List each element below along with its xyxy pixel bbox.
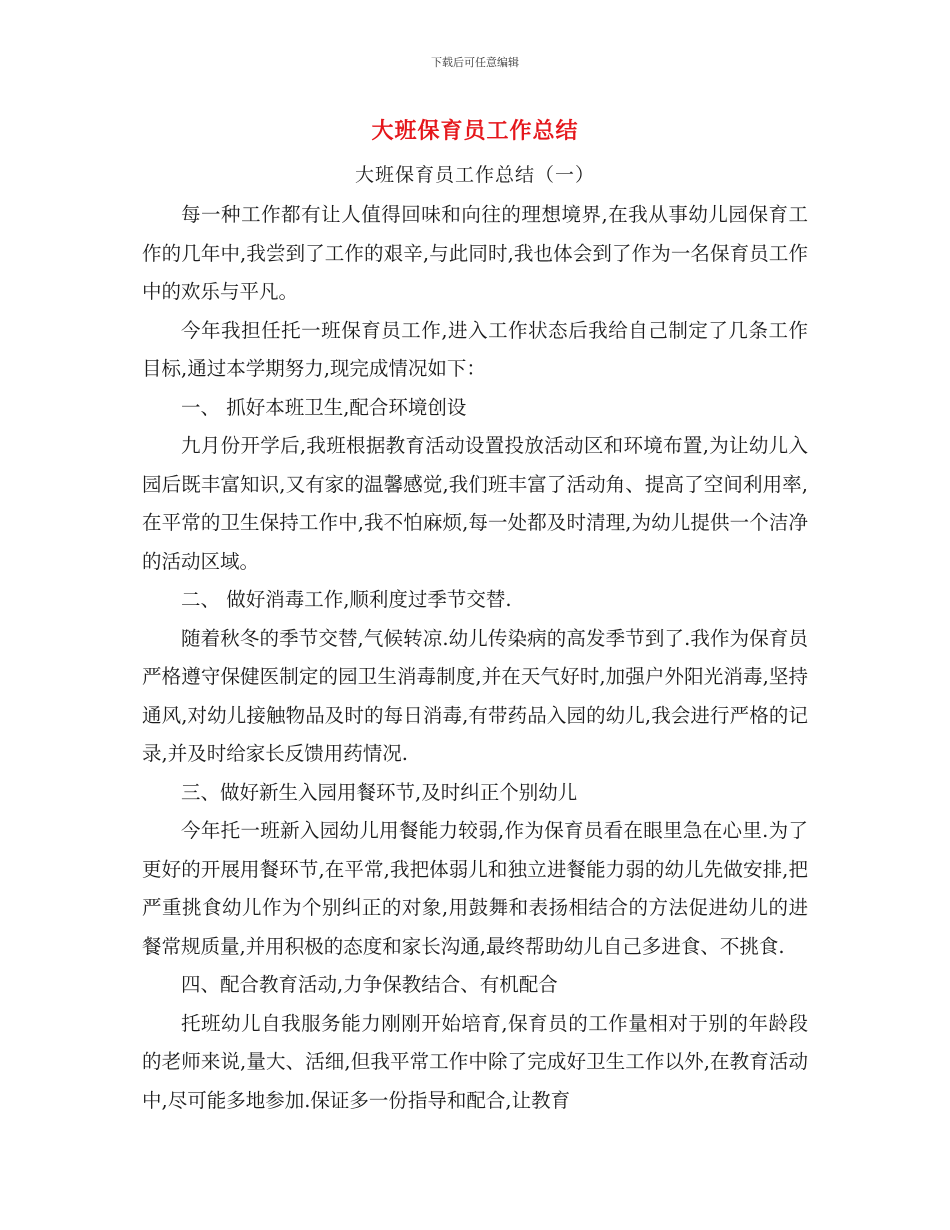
- body-paragraph: 今年托一班新入园幼儿用餐能力较弱,作为保育员看在眼里急在心里.为了更好的开展用餐环节,在平常,我把体弱儿和独立进餐能力弱的幼儿先做安排,把严重挑食幼儿作为个别纠正的对象,用鼓舞和表扬相结合的方法促进幼儿的进餐常规质量,并用积极的态度和家长沟通,最终帮助幼儿自己多进食、不挑食.: [142, 819, 808, 958]
- body-paragraph: 每一种工作都有让人值得回味和向往的理想境界,在我从事幼儿园保育工作的几年中,我尝到了工作的艰辛,与此同时,我也体会到了作为一名保育员工作中的欢乐与平凡。: [142, 203, 808, 303]
- section-heading: 四、配合教育活动,力争保教结合、有机配合: [181, 973, 558, 996]
- document-subtitle: 大班保育员工作总结（一）: [354, 164, 595, 186]
- body-paragraph: 九月份开学后,我班根据教育活动设置投放活动区和环境布置,为让幼儿入园后既丰富知识,又有家的温馨感觉,我们班丰富了活动角、提高了空间利用率,在平常的卫生保持工作中,我不怕麻烦,每一处都及时清理,为幼儿提供一个洁净的活动区域。: [142, 434, 808, 573]
- section-heading: 一、 抓好本班卫生,配合环境创设: [181, 395, 467, 419]
- section-heading: 三、做好新生入园用餐环节,及时纠正个别幼儿: [181, 780, 578, 804]
- body-paragraph: 今年我担任托一班保育员工作,进入工作状态后我给自己制定了几条工作目标,通过本学期努力,现完成情况如下：: [142, 318, 808, 380]
- body-paragraph: 随着秋冬的季节交替,气候转凉.幼儿传染病的高发季节到了.我作为保育员严格遵守保健医制定的园卫生消毒制度,并在天气好时,加强户外阳光消毒,坚持通风,对幼儿接触物品及时的每日消毒,有带药品入园的幼儿,我会进行严格的记录,并及时给家长反馈用药情况.: [142, 626, 808, 765]
- body-paragraph: 托班幼儿自我服务能力刚刚开始培育,保育员的工作量相对于别的年龄段的老师来说,量大、活细,但我平常工作中除了完成好卫生工作以外,在教育活动中,尽可能多地参加.保证多一份指导和配合,让教育: [142, 1011, 808, 1112]
- document-title: 大班保育员工作总结: [371, 119, 579, 144]
- section-heading: 二、 做好消毒工作,顺利度过季节交替.: [181, 588, 512, 611]
- document-body: [142, 196, 808, 1120]
- header-note: 下载后可任意编辑: [431, 56, 519, 69]
